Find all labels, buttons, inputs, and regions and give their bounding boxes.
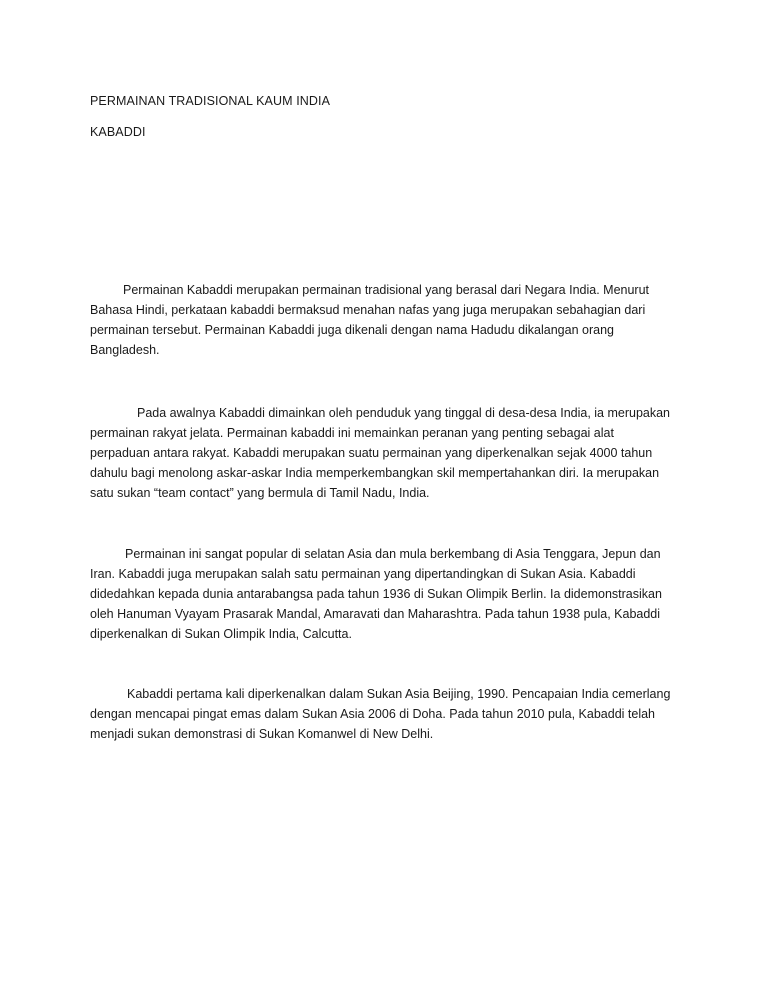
paragraph-line: dengan mencapai pingat emas dalam Sukan Asia 2006 di Doha. Pada tahun 2010 pula, Kabaddi telah: [90, 707, 656, 721]
paragraph-line: Bangladesh.: [90, 343, 160, 357]
paragraph-line: perpaduan antara rakyat. Kabaddi merupakan suatu permainan yang diperkenalkan sejak 4000 tahun: [90, 446, 653, 460]
paragraph-line: Bahasa Hindi, perkataan kabaddi bermaksud menahan nafas yang juga merupakan sebahagian dari: [90, 303, 646, 317]
paragraph-line: didedahkan kepada dunia antarabangsa pada tahun 1936 di Sukan Olimpik Berlin. Ia didemonstrasikan: [90, 587, 662, 601]
paragraph-line: Iran. Kabaddi juga merupakan salah satu permainan yang dipertandingkan di Sukan Asia. Kabaddi: [90, 567, 636, 581]
paragraph-line: Permainan Kabaddi merupakan permainan tradisional yang berasal dari Negara India. Menurut: [123, 283, 650, 297]
paragraph-history: [90, 403, 675, 503]
paragraph-line: Pada awalnya Kabaddi dimainkan oleh penduduk yang tinggal di desa-desa India, ia merupakan: [137, 406, 671, 420]
paragraph-line: permainan rakyat jelata. Permainan kabaddi ini memainkan peranan yang penting sebagai alat: [90, 426, 614, 440]
paragraph-line: Kabaddi pertama kali diperkenalkan dalam Sukan Asia Beijing, 1990. Pencapaian India cemerlang: [127, 687, 671, 701]
paragraph-line: satu sukan “team contact” yang bermula di Tamil Nadu, India.: [90, 486, 430, 500]
paragraph-line: dahulu bagi menolong askar-askar India memperkembangkan skil mempertahankan diri. Ia merupakan: [90, 466, 660, 480]
document-subtitle: KABADDI: [90, 125, 146, 139]
document-title: PERMAINAN TRADISIONAL KAUM INDIA: [90, 94, 331, 108]
paragraph-asian-games: [90, 684, 675, 744]
paragraph-line: menjadi sukan demonstrasi di Sukan Komanwel di New Delhi.: [90, 727, 434, 741]
paragraph-line: oleh Hanuman Vyayam Prasarak Mandal, Amaravati dan Maharashtra. Pada tahun 1938 pula, Kabaddi: [90, 607, 661, 621]
paragraph-origin: [90, 280, 675, 360]
paragraph-line: Permainan ini sangat popular di selatan Asia dan mula berkembang di Asia Tenggara, Jepun dan: [125, 547, 661, 561]
paragraph-line: diperkenalkan di Sukan Olimpik India, Calcutta.: [90, 627, 352, 641]
paragraph-line: permainan tersebut. Permainan Kabaddi juga dikenali dengan nama Hadudu dikalangan orang: [90, 323, 614, 337]
paragraph-popularity: [90, 544, 675, 644]
